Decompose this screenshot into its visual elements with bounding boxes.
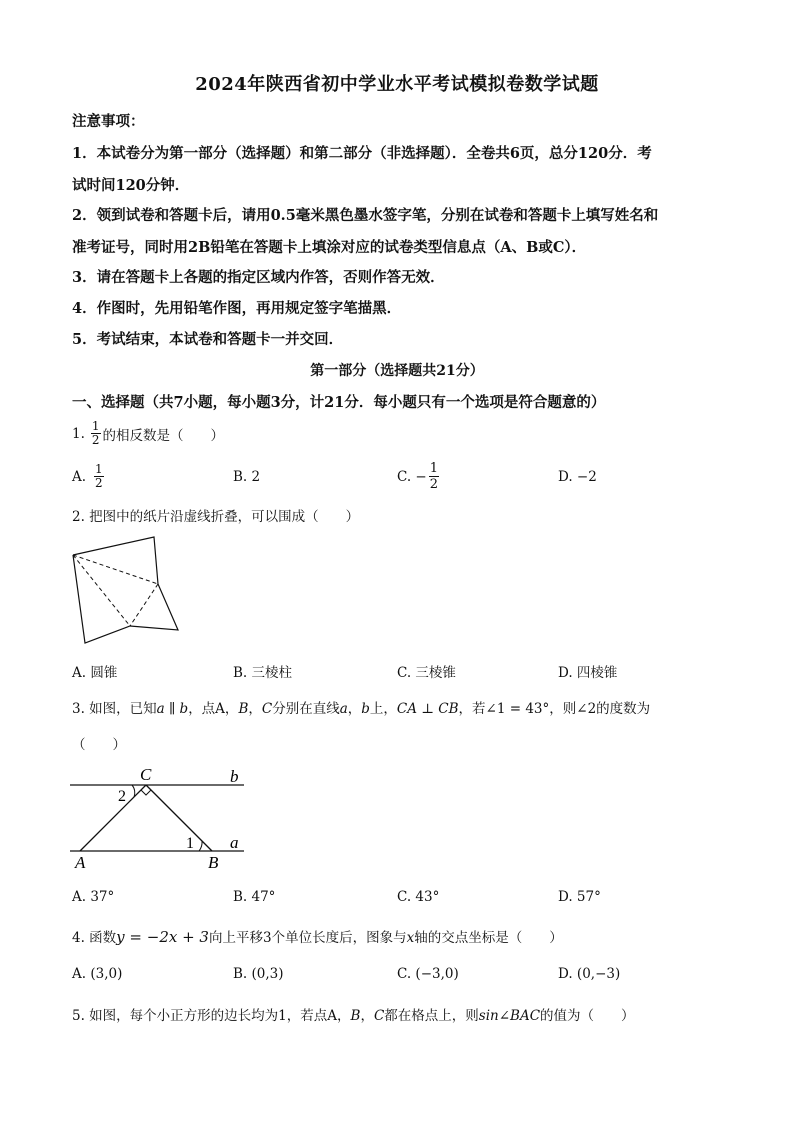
q5-point-c: C: [373, 1008, 385, 1024]
q4-option-b[interactable]: B. (0,3): [233, 966, 284, 982]
q3-label-b-line: b: [230, 767, 239, 786]
q3-label-angle-1: 1: [186, 835, 194, 852]
q3-point-c: C: [261, 701, 273, 717]
q3-text-mid2: ，: [248, 701, 262, 717]
q3-text-mid4: ，: [347, 701, 362, 717]
q5-sin-expr: sin∠BAC: [478, 1008, 541, 1024]
q4-option-a[interactable]: A. (3,0): [72, 966, 123, 982]
q2-outline: [73, 537, 178, 643]
q4-axis-label: x: [406, 930, 415, 946]
q2-option-c[interactable]: C. 三棱锥: [397, 665, 456, 681]
q4-text-end: 轴的交点坐标是（ ）: [414, 930, 563, 946]
q5-text-mid: ，: [360, 1008, 374, 1024]
q3-text-mid: ，点A，: [188, 701, 239, 717]
q3-angle-1-arc: [199, 841, 202, 851]
q1-number: 1.: [72, 425, 85, 442]
page-title: 2024年陕西省初中学业水平考试模拟卷数学试题: [195, 74, 599, 95]
q4-function-expr: y = −2x + 3: [116, 928, 209, 946]
q1-text: 的相反数是（ ）: [102, 427, 225, 444]
part1-title: 第一部分（选择题共21分）: [310, 363, 484, 379]
q3-perp-expr: CA ⊥ CB: [396, 701, 459, 717]
q1-frac-den: 2: [91, 433, 100, 447]
q1-option-b[interactable]: B. 2: [233, 469, 261, 485]
question-1: [72, 420, 224, 447]
q3-angle-2-arc: [132, 785, 135, 797]
q1-option-a-frac: [94, 463, 104, 490]
q2-fold-line-1: [73, 555, 158, 584]
q4-option-d[interactable]: D. (0,−3): [558, 966, 621, 982]
q1-option-c-num: 1: [429, 461, 439, 476]
q1-option-a[interactable]: [72, 463, 106, 490]
q1-option-c[interactable]: [397, 461, 441, 492]
q3-text-end: ，若∠1 = 43°，则∠2的度数为: [458, 701, 651, 717]
q3-option-c[interactable]: C. 43°: [397, 889, 440, 905]
q3-text-mid3: 分别在直线: [272, 701, 340, 717]
notice-item-3: 3．请在答题卡上各题的指定区域内作答，否则作答无效．: [72, 269, 445, 286]
q3-label-a-line: a: [230, 833, 239, 852]
q3-parallel-lines-figure: [68, 766, 248, 872]
q5-point-b: B: [350, 1008, 361, 1024]
notice-heading: 注意事项：: [72, 113, 145, 130]
q5-text-start: 5. 如图，每个小正方形的边长均为1，若点A，: [72, 1008, 351, 1024]
q1-option-a-label: A.: [72, 468, 87, 485]
question-4: [72, 926, 563, 946]
q1-option-c-den: 2: [429, 477, 439, 492]
notice-item-2-cont: 准考证号，同时用2B铅笔在答题卡上填涂对应的试卷类型信息点（A、B或C）．: [72, 239, 587, 256]
q2-option-a[interactable]: A. 圆锥: [72, 665, 118, 681]
q4-option-c[interactable]: C. (−3,0): [397, 966, 459, 982]
q3-line-b: b: [361, 701, 370, 717]
q2-fold-line-3: [130, 584, 158, 626]
q1-fraction: [91, 420, 101, 447]
q3-option-b[interactable]: B. 47°: [233, 889, 276, 905]
q3-label-c: C: [140, 766, 152, 784]
q1-option-c-frac: [429, 461, 439, 492]
q3-label-a-point: A: [75, 853, 86, 872]
q3-option-a[interactable]: A. 37°: [72, 889, 115, 905]
q1-frac-num: 1: [91, 419, 100, 433]
q1-option-c-label: C. −: [397, 468, 427, 485]
question-3: [72, 697, 650, 717]
q3-answer-paren: （ ）: [72, 737, 126, 753]
q2-paper-figure: [68, 534, 184, 646]
q4-text-start: 4. 函数: [72, 930, 117, 946]
q1-option-a-den: 2: [95, 476, 103, 490]
q3-text-start: 3. 如图，已知: [72, 701, 157, 717]
q3-right-angle-mark: [141, 790, 151, 795]
notice-item-5: 5．考试结束，本试卷和答题卡一并交回．: [72, 331, 344, 348]
q3-parallel-expr: a ∥ b: [156, 701, 189, 717]
notice-item-2: 2．领到试卷和答题卡后，请用0.5毫米黑色墨水签字笔，分别在试卷和答题卡上填写姓名和: [72, 207, 659, 224]
notice-item-4: 4．作图时，先用铅笔作图，再用规定签字笔描黑．: [72, 300, 402, 317]
q5-text-mid2: 都在格点上，则: [384, 1008, 479, 1024]
notice-item-1-cont: 试时间120分钟．: [72, 177, 190, 194]
q1-option-a-num: 1: [95, 462, 103, 476]
q3-option-d[interactable]: D. 57°: [558, 889, 601, 905]
question-2: 2. 把图中的纸片沿虚线折叠，可以围成（ ）: [72, 509, 360, 525]
question-5: [72, 1004, 635, 1024]
q1-option-d[interactable]: D. −2: [558, 469, 597, 485]
q5-text-end: 的值为（ ）: [540, 1008, 635, 1024]
q3-point-b: B: [238, 701, 249, 717]
q3-label-b-point: B: [208, 853, 219, 872]
q3-text-mid5: 上，: [369, 701, 397, 717]
q2-option-b[interactable]: B. 三棱柱: [233, 665, 293, 681]
q4-text-mid: 向上平移3个单位长度后，图象与: [208, 930, 407, 946]
q3-segment-ca: [80, 785, 146, 851]
q3-label-angle-2: 2: [118, 788, 126, 805]
q3-line-a: a: [339, 701, 348, 717]
notice-item-1: 1．本试卷分为第一部分（选择题）和第二部分（非选择题）．全卷共6页，总分120分．考: [72, 145, 652, 162]
q2-option-d[interactable]: D. 四棱锥: [558, 665, 618, 681]
section1-title: 一、选择题（共7小题，每小题3分，计21分．每小题只有一个选项是符合题意的）: [72, 394, 606, 411]
